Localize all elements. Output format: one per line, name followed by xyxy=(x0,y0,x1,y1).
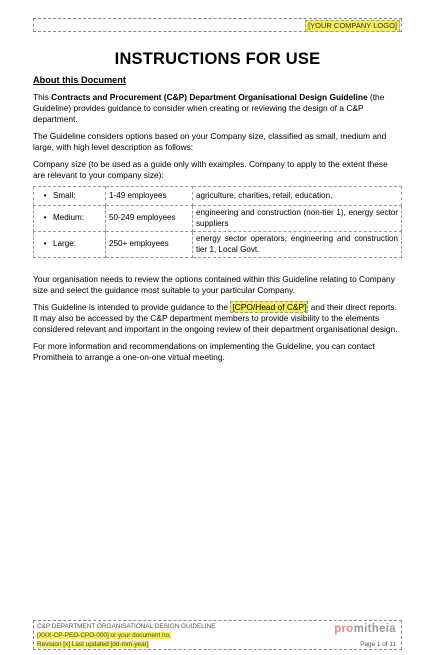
document-body xyxy=(33,75,402,363)
audience-prefix: This Guideline is intended to provide guidance to the xyxy=(33,302,231,312)
footer-doc-number: [XXX-CP-PEO-CPO-000] or your document no. xyxy=(37,631,171,639)
contact-paragraph: For more information and recommendations on implementing the Guideline, you can contact Promitheia to arrange a one-on-one virtual meeting. xyxy=(33,341,375,362)
intro-paragraph xyxy=(33,92,402,125)
page-title: INSTRUCTIONS FOR USE xyxy=(114,50,321,68)
size-examples: engineering and construction (non-tier 1), energy sector suppliers xyxy=(193,206,402,232)
review-paragraph: Your organisation needs to review the options contained within this Guideline relating to Company size and select the guidance most suitable to your particular Company. xyxy=(33,274,395,295)
bullet-icon: • xyxy=(43,190,47,200)
page-number: Page 1 of 11 xyxy=(360,641,396,648)
section-heading: About this Document xyxy=(33,75,126,85)
employee-range: 50-249 employees xyxy=(106,206,193,232)
bullet-icon: • xyxy=(43,239,47,249)
page-footer xyxy=(33,620,402,650)
size-label: Small: xyxy=(53,190,76,200)
size-examples: energy sector operators, engineering and construction tier 1, Local Govt. xyxy=(193,232,402,258)
intro-prefix: This xyxy=(33,92,52,102)
size-examples: agriculture, charities, retail, education, xyxy=(193,187,402,206)
audience-suffix: and their direct reports. It may also be accessed by the C&P department members to provide visibility to the elements considered relevant and important in the ongoing review of their department organisational design. xyxy=(33,302,398,334)
company-logo-placeholder: [YOUR COMPANY LOGO] xyxy=(305,20,400,32)
footer-doc-info xyxy=(37,623,216,649)
page-header xyxy=(33,18,402,32)
employee-range: 250+ employees xyxy=(106,232,193,258)
promitheia-logo: promitheia xyxy=(334,623,396,635)
table-row xyxy=(34,187,402,206)
size-label: Medium: xyxy=(53,213,85,223)
table-row xyxy=(34,206,402,232)
size-label: Large: xyxy=(53,239,76,249)
audience-paragraph xyxy=(33,302,402,335)
cpo-placeholder: [CPO/Head of C&P] xyxy=(232,302,307,312)
employee-range: 1-49 employees xyxy=(106,187,193,206)
bullet-icon: • xyxy=(43,213,47,223)
guideline-name: Contracts and Procurement (C&P) Department Organisational Design Guideline xyxy=(51,92,368,102)
footer-doc-title: C&P DEPARTMENT ORGANISATIONAL DESIGN GUIDELINE xyxy=(37,623,216,630)
intro-suffix: (the Guideline) provides guidance to consider when creating or reviewing the design of a C&P department. xyxy=(33,92,385,124)
company-size-table xyxy=(33,186,402,258)
footer-revision: Revision [x] Last updated [dd-mm-year] xyxy=(37,640,149,648)
table-row xyxy=(34,232,402,258)
size-options-paragraph: The Guideline considers options based on your Company size, classified as small, medium and large, with high level description as follows: xyxy=(33,131,387,152)
company-size-note: Company size (to be used as a guide only with examples. Company to apply to the extent these are relevant to your company size): xyxy=(33,159,388,180)
